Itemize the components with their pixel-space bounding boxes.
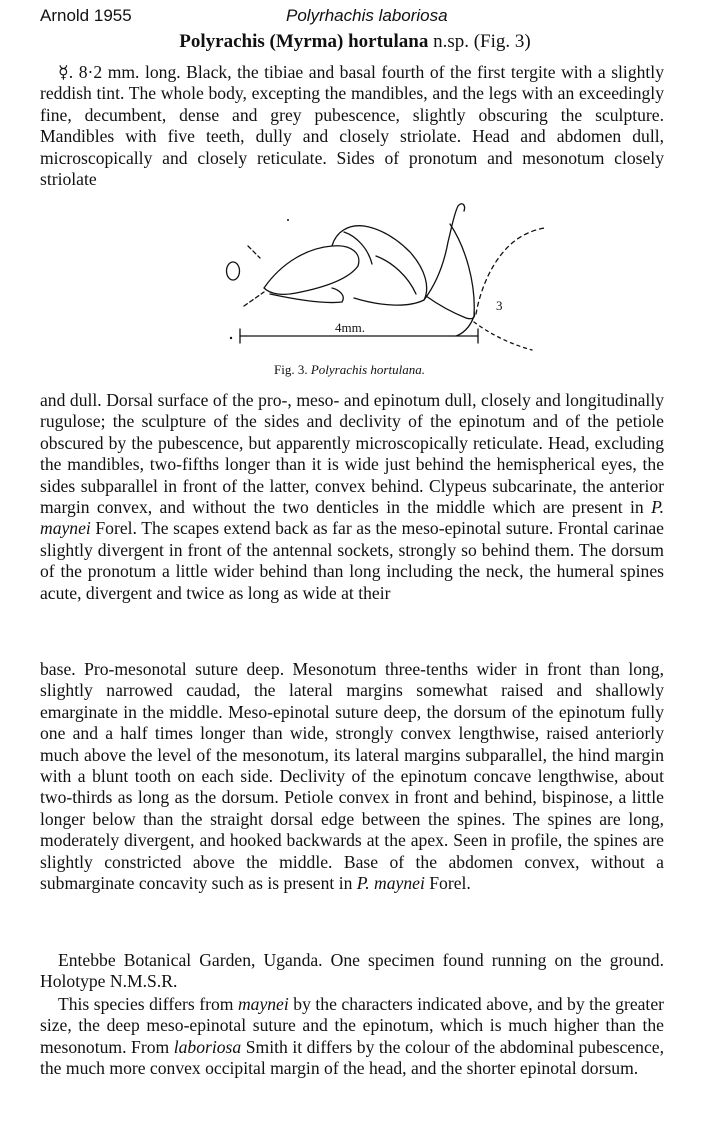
- petiole-spine: [424, 204, 465, 300]
- description-text: and dull. Dorsal surface of the pro-, meso- and epinotum dull, closely and longitudinally rugulose; the sculpture of the sides and declivity of the epinotum and of the petiole obscured by the pubescence, but apparently microscopically reticulate. Head, excluding the mandibles, two-fifths longer than it is wide just behind the hemispherical eyes, the sides subparallel in front of the latter, convex behind. Clypeus subcarinate, the anterior margin convex, and without the two denticles in the middle which are present in: [40, 390, 664, 518]
- scale-bar-label: 4mm.: [335, 320, 365, 335]
- detached-segment-outline: [227, 262, 240, 280]
- figure-panel-number: 3: [496, 298, 503, 313]
- diagnosis-paragraph: [40, 994, 664, 1080]
- scale-bar-dot: [230, 337, 232, 339]
- species-name: Polyrachis (Myrma) hortulana: [179, 31, 429, 52]
- diagnosis-text: This species differs from: [58, 994, 238, 1014]
- figure-caption-prefix: Fig. 3.: [274, 362, 311, 377]
- diagnosis-text: Smith it differs by the colour of the abdominal pubescence, the much more convex occipital margin of the head, and the shorter epinotal dorsum.: [40, 1036, 664, 1079]
- species-title: [0, 31, 710, 53]
- antenna-dash-lower: [244, 292, 264, 306]
- petiole-body: [426, 296, 475, 319]
- running-header-taxon: Polyrhachis laboriosa: [286, 6, 448, 25]
- description-paragraph-1: ☿. 8·2 mm. long. Black, the tibiae and basal fourth of the first tergite with a slightly reddish tint. The whole body, excepting the mandibles, and the legs with an exceedingly fine, decumbent, dense and grey pubescence, slightly obscuring the sculpture. Mandibles with five teeth, dully and closely striolate. Head and abdomen dull, microscopically and closely reticulate. Sides of pronotum and mesonotum closely striolate: [40, 62, 664, 190]
- head-outline: [264, 246, 359, 295]
- species-reference: laboriosa: [173, 1036, 242, 1057]
- description-text: Forel.: [424, 873, 471, 894]
- species-reference: P. maynei: [356, 873, 425, 894]
- ant-profile-figure: [220, 196, 560, 356]
- antenna-dash-upper: [248, 246, 260, 258]
- running-header-author: Arnold 1955: [40, 6, 132, 25]
- figure-caption-species: Polyrachis hortulana.: [310, 362, 425, 377]
- species-reference: P. maynei: [40, 497, 664, 539]
- gaster-front-curve: [476, 228, 546, 314]
- epinotum-outline: [376, 256, 416, 294]
- species-reference: maynei: [237, 994, 289, 1014]
- figure-caption: [274, 362, 425, 378]
- species-title-suffix: n.sp. (Fig. 3): [428, 31, 531, 52]
- locality-paragraph: Entebbe Botanical Garden, Uganda. One specimen found running on the ground. Holotype N.M.S.R.: [40, 950, 664, 992]
- description-text: base. Pro-mesonotal suture deep. Mesonotum three-tenths wider in front than long, slightly narrowed caudad, the lateral margins somewhat raised and shallowly emarginate in the middle. Meso-epinotal suture deep, the dorsum of the epinotum fully one and a half times longer than wide, strongly convex lengthwise, raised anteriorly much above the level of the mesonotum, its lateral margins subparallel, the hind margin with a blunt tooth on each side. Declivity of the epinotum concave lengthwise, about two-thirds as long as the dorsum. Petiole convex in front and behind, bispinose, a little longer below than the straight dorsal edge between the spines. The spines are long, moderately divergent, and hooked backwards at the apex. Seen in profile, the spines are slightly constricted above the middle. Base of the abdomen convex, without a submarginate concavity such as is present in: [40, 659, 664, 894]
- description-paragraph-2: [40, 390, 664, 604]
- description-text: Forel. The scapes extend back as far as the meso-epinotal suture. Frontal carinae slightly divergent in front of the antennal sockets, strongly so behind them. The dorsum of the pronotum a little wider behind than long including the neck, the humeral spines acute, divergent and twice as long as wide at their: [40, 518, 664, 603]
- antenna-stray-dot: [287, 219, 289, 221]
- description-paragraph-3: [40, 659, 664, 894]
- diagnosis-text: by the characters indicated above, and by the greater size, the deep meso-epinotal suture and the epinotum, which is much higher than the mesonotum. From: [40, 994, 664, 1057]
- mesosoma-outline: [332, 226, 427, 305]
- gaster-rear-curve: [474, 322, 532, 350]
